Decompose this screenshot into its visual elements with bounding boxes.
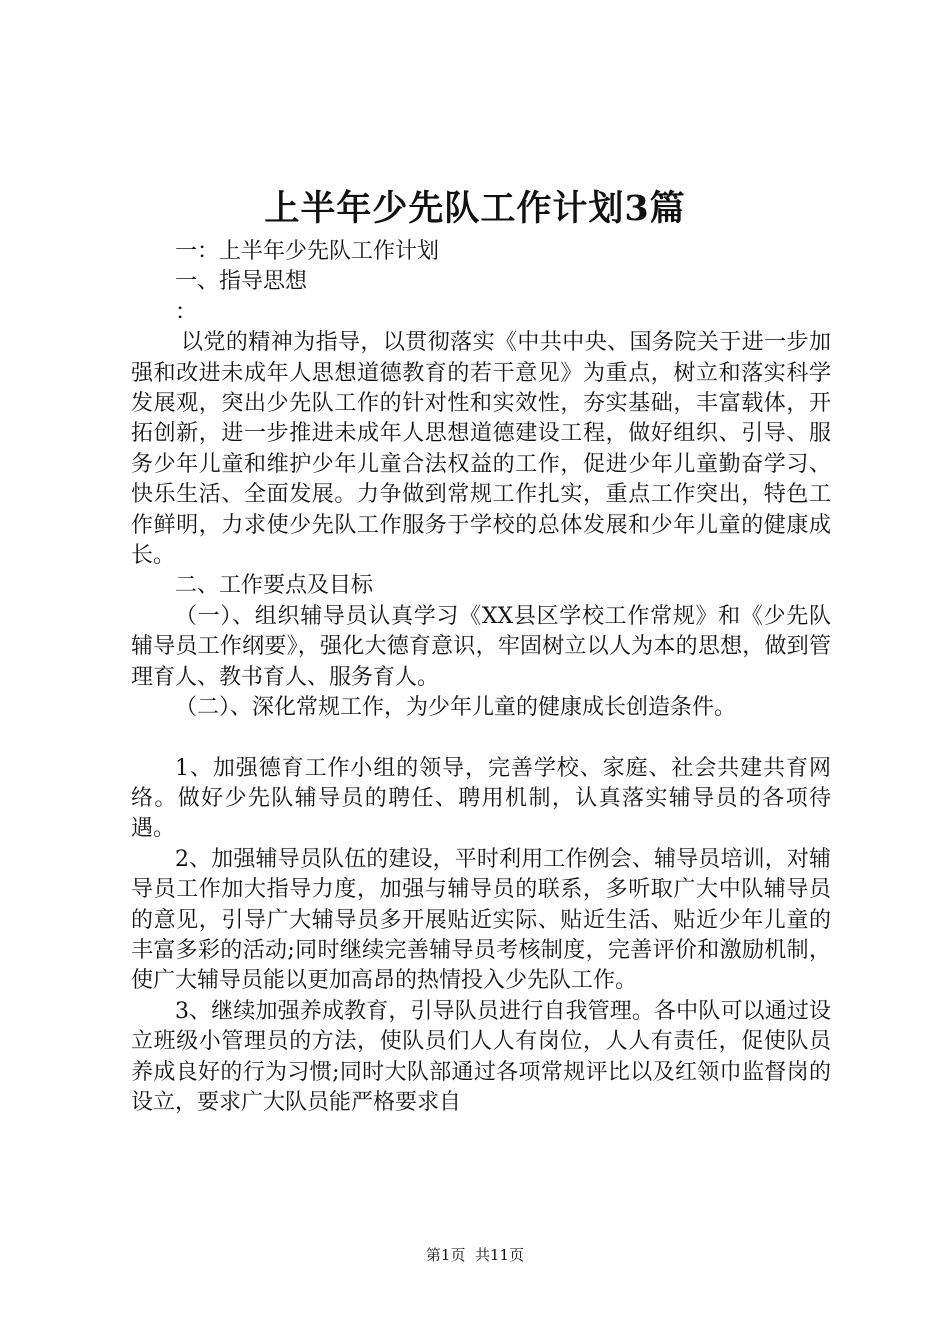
paragraph: （二）、深化常规工作，为少年儿童的健康成长创造条件。	[175, 695, 737, 721]
page-number: 第1页	[425, 1246, 466, 1264]
paragraph: ：	[175, 299, 198, 325]
list-item: 1、加强德育工作小组的领导，完善学校、家庭、社会共建共育网络。做好少先队辅导员的聘任、聘用机制，认真落实辅导员的各项待遇。	[131, 755, 831, 842]
subsection-heading: 二、工作要点及目标	[175, 573, 374, 599]
document-body	[131, 237, 831, 1118]
paragraph: 以党的精神为指导，以贯彻落实《中共中央、国务院关于进一步加强和改进未成年人思想道德教育的若干意见》为重点，树立和落实科学发展观，突出少先队工作的针对性和实效性，夯实基础，丰富载体，开拓创新，进一步推进未成年人思想道德建设工程，做好组织、引导、服务少年儿童和维护少年儿童合法权益的工作，促进少年儿童勤奋学习、快乐生活、全面发展。力争做到常规工作扎实，重点工作突出，特色工作鲜明，力求使少先队工作服务于学校的总体发展和少年儿童的健康成长。	[131, 330, 831, 569]
document-title: 上半年少先队工作计划3篇	[264, 188, 686, 229]
blank-line	[131, 724, 831, 754]
page-total: 共11页	[475, 1246, 525, 1264]
subsection-heading: 一、指导思想	[175, 269, 308, 295]
page-footer	[0, 1245, 950, 1265]
list-item: 2、加强辅导员队伍的建设，平时利用工作例会、辅导员培训，对辅导员工作加大指导力度，加强与辅导员的联系，多听取广大中队辅导员的意见，引导广大辅导员多开展贴近实际、贴近生活、贴近少年儿童的丰富多彩的活动;同时继续完善辅导员考核制度，完善评价和激励机制，使广大辅导员能以更加高昂的热情投入少先队工作。	[131, 846, 831, 994]
list-item: 3、继续加强养成教育，引导队员进行自我管理。各中队可以通过设立班级小管理员的方法，使队员们人人有岗位，人人有责任，促使队员养成良好的行为习惯;同时大队部通过各项常规评比以及红领巾监督岗的设立，要求广大队员能严格要求自	[131, 998, 831, 1115]
section-heading: 一：上半年少先队工作计划	[175, 239, 440, 264]
paragraph: （一）、组织辅导员认真学习《XX县区学校工作常规》和《少先队辅导员工作纲要》，强化大德育意识，牢固树立以人为本的思想，做到管理育人、教书育人、服务育人。	[131, 603, 831, 690]
footer-spacer	[465, 1246, 475, 1264]
